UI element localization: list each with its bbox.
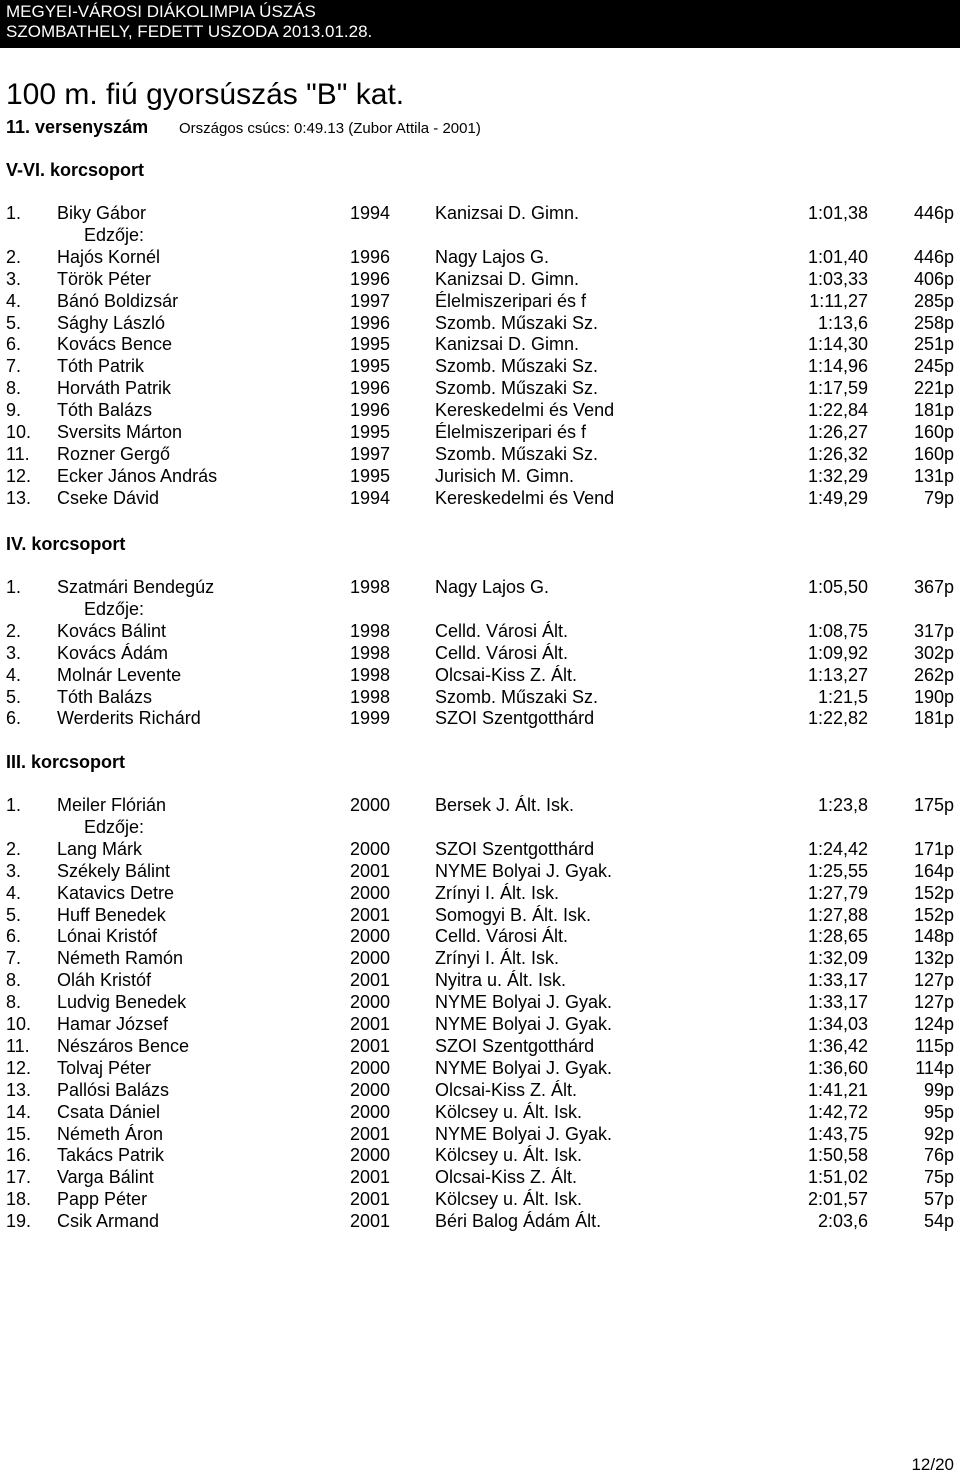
table-row (0, 247, 960, 269)
birth-year: 2000 (350, 795, 391, 815)
table-row (0, 422, 960, 444)
school-name: Celld. Városi Ált. (435, 926, 569, 947)
birth-year: 1998 (350, 620, 391, 641)
birth-year: 2000 (350, 1057, 391, 1078)
swimmer-name: Molnár Levente (57, 664, 182, 685)
swimmer-name: Papp Péter (57, 1189, 148, 1210)
result-place: 1. (6, 577, 22, 597)
table-row (0, 356, 960, 378)
result-points: 221p (913, 378, 954, 399)
result-time: 1:51,02 (807, 1167, 868, 1188)
result-time: 1:01,40 (807, 246, 868, 267)
result-points: 251p (913, 334, 954, 355)
table-row (0, 795, 960, 817)
table-row (0, 883, 960, 905)
event-number: 11. versenyszám (6, 117, 149, 137)
table-row (0, 1211, 960, 1233)
result-points: 152p (913, 904, 954, 925)
result-points: 285p (913, 290, 954, 311)
school-name: Szomb. Műszaki Sz. (435, 312, 599, 333)
group-title: V-VI. korcsoport (6, 160, 145, 180)
result-place: 18. (6, 1189, 32, 1210)
table-row (0, 313, 960, 335)
table-row (0, 577, 960, 599)
table-row (0, 1102, 960, 1124)
table-row (0, 708, 960, 730)
swimmer-name: Tóth Patrik (57, 356, 145, 377)
table-row (0, 905, 960, 927)
swimmer-name: Kovács Bence (57, 334, 173, 355)
swimmer-name: Lónai Kristóf (57, 926, 158, 947)
swimmer-name: Kovács Ádám (57, 642, 169, 663)
school-name: Celld. Városi Ált. (435, 642, 569, 663)
event-title: 100 m. fiú gyorsúszás "B" kat. (6, 78, 405, 111)
school-name: SZOI Szentgotthárd (435, 838, 595, 859)
result-time: 1:23,8 (817, 795, 868, 815)
swimmer-name: Szatmári Bendegúz (57, 577, 215, 597)
table-row (0, 444, 960, 466)
table-row (0, 621, 960, 643)
swimmer-name: Werderits Richárd (57, 708, 201, 729)
table-row (0, 839, 960, 861)
school-name: Nagy Lajos G. (435, 577, 550, 597)
table-row (0, 1189, 960, 1211)
swimmer-name: Sághy László (57, 312, 166, 333)
result-place: 10. (6, 1014, 32, 1034)
table-row (0, 643, 960, 665)
result-place: 11. (6, 443, 30, 464)
school-name: Kölcsey u. Ált. Isk. (435, 1145, 583, 1166)
header-banner (0, 0, 960, 48)
swimmer-name: Lang Márk (57, 838, 143, 859)
swimmer-name: Meiler Flórián (57, 795, 167, 815)
school-name: Élelmiszeripari és f (435, 422, 587, 442)
result-place: 7. (6, 356, 22, 377)
birth-year: 2001 (350, 860, 391, 881)
birth-year: 2000 (350, 1079, 391, 1100)
school-name: Kereskedelmi és Vend (435, 487, 615, 508)
swimmer-name: Hajós Kornél (57, 246, 161, 267)
swimmer-name: Biky Gábor (57, 203, 147, 223)
swimmer-name: Huff Benedek (57, 904, 166, 925)
result-points: 124p (913, 1014, 954, 1034)
result-place: 8. (6, 378, 22, 399)
result-points: 148p (913, 926, 954, 947)
result-time: 1:34,03 (807, 1014, 868, 1034)
swimmer-name: Csata Dániel (57, 1101, 161, 1122)
result-place: 5. (6, 686, 22, 707)
birth-year: 1998 (350, 664, 391, 685)
result-points: 262p (913, 664, 954, 685)
birth-year: 2000 (350, 926, 391, 947)
school-name: Nyitra u. Ált. Isk. (435, 970, 567, 991)
swimmer-name: Oláh Kristóf (57, 970, 152, 991)
result-points: 164p (913, 860, 954, 881)
swimmer-name: Hamar József (57, 1014, 169, 1034)
page-number: 12/20 (911, 1455, 954, 1474)
birth-year: 1996 (350, 400, 391, 421)
swimmer-name: Székely Bálint (57, 860, 171, 881)
result-time: 1:01,38 (807, 203, 868, 223)
result-time: 2:03,6 (817, 1211, 868, 1232)
result-time: 1:50,58 (807, 1145, 868, 1166)
school-name: Élelmiszeripari és f (435, 290, 587, 311)
table-row (0, 1036, 960, 1058)
result-time: 1:32,09 (807, 948, 868, 969)
swimmer-name: Török Péter (57, 268, 152, 289)
result-time: 1:43,75 (807, 1123, 868, 1144)
result-time: 1:17,59 (807, 378, 868, 399)
table-row (0, 861, 960, 883)
birth-year: 2001 (350, 1167, 391, 1188)
result-time: 1:32,29 (807, 465, 868, 486)
birth-year: 2000 (350, 1101, 391, 1122)
swimmer-name: Varga Bálint (57, 1167, 154, 1188)
result-time: 2:01,57 (807, 1189, 868, 1210)
result-points: 317p (913, 620, 954, 641)
result-points: 367p (913, 577, 954, 597)
birth-year: 2001 (350, 1123, 391, 1144)
result-points: 160p (913, 422, 954, 442)
result-points: 446p (913, 203, 954, 223)
swimmer-name: Rozner Gergő (57, 443, 171, 464)
table-row (0, 1145, 960, 1167)
result-points: 54p (923, 1211, 954, 1232)
table-row (0, 1058, 960, 1080)
school-name: Somogyi B. Ált. Isk. (435, 904, 592, 925)
result-time: 1:28,65 (807, 926, 868, 947)
group-title: III. korcsoport (6, 752, 126, 772)
birth-year: 2000 (350, 1145, 391, 1166)
table-row (0, 466, 960, 488)
school-name: Kölcsey u. Ált. Isk. (435, 1101, 583, 1122)
result-place: 15. (6, 1123, 32, 1144)
result-points: 76p (923, 1145, 954, 1166)
result-time: 1:11,27 (809, 290, 868, 311)
result-time: 1:22,82 (807, 708, 868, 729)
swimmer-name: Nészáros Bence (57, 1035, 190, 1056)
coach-label: Edzője: (84, 224, 145, 245)
school-name: Kanizsai D. Gimn. (435, 334, 580, 355)
result-time: 1:13,6 (817, 312, 868, 333)
result-place: 5. (6, 904, 22, 925)
result-time: 1:33,17 (807, 992, 868, 1013)
result-points: 181p (913, 400, 954, 421)
birth-year: 2001 (350, 1189, 391, 1210)
school-name: Kereskedelmi és Vend (435, 400, 615, 421)
table-row (0, 1124, 960, 1146)
school-name: NYME Bolyai J. Gyak. (435, 1123, 613, 1144)
birth-year: 1995 (350, 356, 391, 377)
table-row (0, 926, 960, 948)
result-place: 16. (6, 1145, 32, 1166)
birth-year: 1999 (350, 708, 391, 729)
school-name: NYME Bolyai J. Gyak. (435, 1014, 613, 1034)
result-points: 406p (913, 268, 954, 289)
result-time: 1:14,96 (807, 356, 868, 377)
result-points: 127p (913, 970, 954, 991)
result-time: 1:05,50 (807, 577, 868, 597)
coach-label: Edzője: (84, 598, 145, 619)
birth-year: 1995 (350, 465, 391, 486)
table-row (0, 992, 960, 1014)
swimmer-name: Németh Ramón (57, 948, 184, 969)
school-name: Zrínyi I. Ált. Isk. (435, 882, 560, 903)
birth-year: 1998 (350, 577, 391, 597)
birth-year: 1998 (350, 642, 391, 663)
swimmer-name: Csik Armand (57, 1211, 160, 1232)
school-name: NYME Bolyai J. Gyak. (435, 1057, 613, 1078)
school-name: SZOI Szentgotthárd (435, 708, 595, 729)
school-name: Szomb. Műszaki Sz. (435, 378, 599, 399)
swimmer-name: Ludvig Benedek (57, 992, 187, 1013)
result-points: 92p (923, 1123, 954, 1144)
table-row (0, 687, 960, 709)
table-row (0, 970, 960, 992)
school-name: Zrínyi I. Ált. Isk. (435, 948, 560, 969)
birth-year: 2001 (350, 1035, 391, 1056)
result-place: 2. (6, 838, 22, 859)
event-info (6, 117, 481, 138)
birth-year: 1996 (350, 378, 391, 399)
result-points: 115p (915, 1035, 954, 1056)
school-name: Celld. Városi Ált. (435, 620, 569, 641)
result-place: 17. (6, 1167, 32, 1188)
birth-year: 2000 (350, 838, 391, 859)
result-points: 79p (923, 487, 954, 508)
result-time: 1:36,60 (807, 1057, 868, 1078)
result-place: 3. (6, 642, 22, 663)
result-place: 6. (6, 708, 22, 729)
result-points: 175p (913, 795, 954, 815)
school-name: Szomb. Műszaki Sz. (435, 443, 599, 464)
swimmer-name: Katavics Detre (57, 882, 175, 903)
result-time: 1:33,17 (807, 970, 868, 991)
result-place: 8. (6, 992, 22, 1013)
result-place: 9. (6, 400, 22, 421)
result-points: 160p (913, 443, 954, 464)
school-name: Bersek J. Ált. Isk. (435, 795, 575, 815)
result-time: 1:14,30 (807, 334, 868, 355)
result-points: 190p (913, 686, 954, 707)
national-record: Országos csúcs: 0:49.13 (Zubor Attila - 2001) (179, 120, 481, 137)
birth-year: 2001 (350, 1211, 391, 1232)
birth-year: 1998 (350, 686, 391, 707)
swimmer-name: Sversits Márton (57, 422, 183, 442)
result-time: 1:08,75 (807, 620, 868, 641)
result-place: 4. (6, 882, 22, 903)
result-points: 114p (915, 1057, 954, 1078)
birth-year: 2001 (350, 904, 391, 925)
result-time: 1:27,79 (807, 882, 868, 903)
result-points: 245p (913, 356, 954, 377)
swimmer-name: Cseke Dávid (57, 487, 160, 508)
school-name: Szomb. Műszaki Sz. (435, 686, 599, 707)
result-points: 95p (923, 1101, 954, 1122)
swimmer-name: Tóth Balázs (57, 400, 153, 421)
result-place: 14. (6, 1101, 32, 1122)
result-points: 132p (913, 948, 954, 969)
school-name: Kanizsai D. Gimn. (435, 203, 580, 223)
group-title: IV. korcsoport (6, 534, 126, 554)
school-name: Olcsai-Kiss Z. Ált. (435, 664, 578, 685)
swimmer-name: Takács Patrik (57, 1145, 165, 1166)
school-name: Jurisich M. Gimn. (435, 465, 575, 486)
result-points: 99p (923, 1079, 954, 1100)
result-place: 2. (6, 246, 22, 267)
school-name: Szomb. Műszaki Sz. (435, 356, 599, 377)
birth-year: 2000 (350, 992, 391, 1013)
school-name: Béri Balog Ádám Ált. (435, 1211, 602, 1232)
result-place: 10. (6, 422, 32, 442)
result-time: 1:25,55 (807, 860, 868, 881)
result-place: 1. (6, 795, 22, 815)
birth-year: 1996 (350, 312, 391, 333)
swimmer-name: Kovács Bálint (57, 620, 167, 641)
birth-year: 1995 (350, 334, 391, 355)
result-place: 4. (6, 290, 22, 311)
table-row (0, 1167, 960, 1189)
table-row (0, 1014, 960, 1036)
swimmer-name: Bánó Boldizsár (57, 290, 179, 311)
table-row (0, 488, 960, 510)
school-name: Olcsai-Kiss Z. Ált. (435, 1079, 578, 1100)
result-time: 1:41,21 (807, 1079, 868, 1100)
school-name: Nagy Lajos G. (435, 246, 550, 267)
swimmer-name: Horváth Patrik (57, 378, 172, 399)
birth-year: 2000 (350, 948, 391, 969)
result-place: 1. (6, 203, 22, 223)
result-time: 1:36,42 (807, 1035, 868, 1056)
table-row (0, 291, 960, 313)
result-place: 6. (6, 926, 22, 947)
result-place: 3. (6, 860, 22, 881)
result-place: 4. (6, 664, 22, 685)
table-row (0, 948, 960, 970)
result-points: 75p (923, 1167, 954, 1188)
birth-year: 1997 (350, 443, 391, 464)
result-points: 181p (913, 708, 954, 729)
birth-year: 2001 (350, 970, 391, 991)
table-row (0, 378, 960, 400)
birth-year: 1995 (350, 422, 391, 442)
result-place: 13. (6, 487, 32, 508)
birth-year: 1997 (350, 290, 391, 311)
school-name: NYME Bolyai J. Gyak. (435, 860, 613, 881)
result-time: 1:27,88 (807, 904, 868, 925)
table-row (0, 665, 960, 687)
birth-year: 2000 (350, 882, 391, 903)
result-place: 13. (6, 1079, 32, 1100)
result-time: 1:22,84 (807, 400, 868, 421)
birth-year: 1994 (350, 203, 391, 223)
result-time: 1:21,5 (817, 686, 868, 707)
competition-name: MEGYEI-VÁROSI DIÁKOLIMPIA ÚSZÁS (6, 2, 316, 21)
result-points: 152p (913, 882, 954, 903)
result-place: 12. (6, 465, 32, 486)
result-place: 2. (6, 620, 22, 641)
school-name: NYME Bolyai J. Gyak. (435, 992, 613, 1013)
result-time: 1:03,33 (807, 268, 868, 289)
school-name: Kanizsai D. Gimn. (435, 268, 580, 289)
result-time: 1:13,27 (807, 664, 868, 685)
result-place: 8. (6, 970, 22, 991)
result-place: 11. (6, 1035, 30, 1056)
table-row (0, 269, 960, 291)
result-points: 446p (913, 246, 954, 267)
result-points: 258p (913, 312, 954, 333)
swimmer-name: Tolvaj Péter (57, 1057, 152, 1078)
swimmer-name: Németh Áron (57, 1123, 164, 1144)
birth-year: 1994 (350, 487, 391, 508)
result-time: 1:24,42 (807, 838, 868, 859)
result-time: 1:42,72 (807, 1101, 868, 1122)
result-time: 1:09,92 (807, 642, 868, 663)
coach-label: Edzője: (84, 816, 145, 837)
result-points: 131p (913, 465, 954, 486)
school-name: SZOI Szentgotthárd (435, 1035, 595, 1056)
result-time: 1:26,32 (807, 443, 868, 464)
result-place: 6. (6, 334, 22, 355)
table-row (0, 203, 960, 225)
school-name: Kölcsey u. Ált. Isk. (435, 1189, 583, 1210)
result-points: 57p (923, 1189, 954, 1210)
venue-date: SZOMBATHELY, FEDETT USZODA 2013.01.28. (6, 22, 373, 41)
result-place: 19. (6, 1211, 32, 1232)
swimmer-name: Ecker János András (57, 465, 218, 486)
result-place: 12. (6, 1057, 32, 1078)
table-row (0, 334, 960, 356)
result-points: 171p (913, 838, 954, 859)
result-time: 1:26,27 (807, 422, 868, 442)
result-place: 3. (6, 268, 22, 289)
birth-year: 1996 (350, 246, 391, 267)
birth-year: 2001 (350, 1014, 391, 1034)
swimmer-name: Tóth Balázs (57, 686, 153, 707)
result-points: 302p (913, 642, 954, 663)
table-row (0, 400, 960, 422)
result-place: 7. (6, 948, 22, 969)
school-name: Olcsai-Kiss Z. Ált. (435, 1167, 578, 1188)
swimmer-name: Pallósi Balázs (57, 1079, 170, 1100)
result-time: 1:49,29 (807, 487, 868, 508)
result-place: 5. (6, 312, 22, 333)
table-row (0, 1080, 960, 1102)
result-points: 127p (913, 992, 954, 1013)
birth-year: 1996 (350, 268, 391, 289)
